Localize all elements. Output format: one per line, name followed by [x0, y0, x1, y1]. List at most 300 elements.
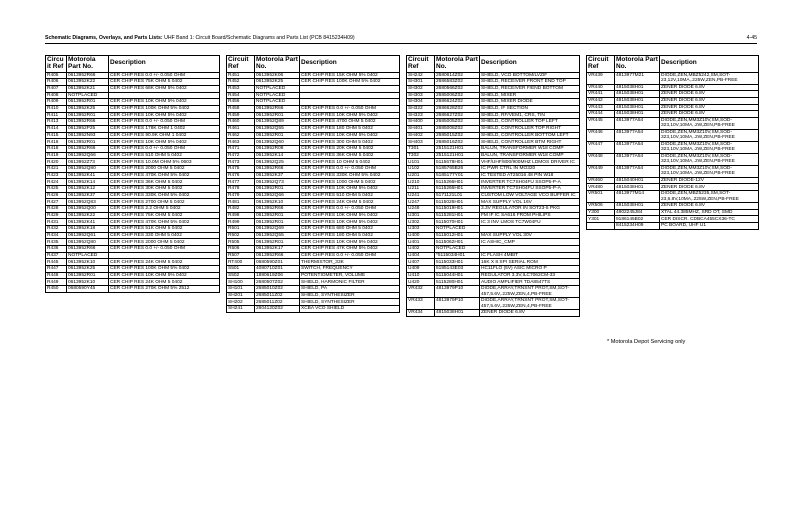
table-row	[46, 226, 220, 233]
description: CER CHIP RES 330 OHM 5 0402	[109, 232, 220, 239]
part-number: 2604120Z02	[255, 306, 300, 313]
circuit-ref: U401	[407, 239, 435, 246]
circuit-ref: SH401	[407, 125, 435, 132]
col-header-circuit-ref: Circuit Ref	[46, 56, 67, 73]
table-row	[587, 177, 759, 184]
circuit-ref: SH241	[227, 306, 255, 313]
part-number: 5115044H01	[435, 272, 480, 279]
part-number: 0613952Q55	[255, 125, 300, 132]
table-row	[587, 97, 759, 104]
header-title-bold: Schematic Diagrams, Overlays, and Parts Lists:	[45, 35, 163, 41]
description: CER CHIP RES 10K OHM 5% 0402	[300, 219, 400, 226]
circuit-ref: R418	[46, 145, 67, 152]
part-number: 2685011Z02	[255, 299, 300, 306]
description: SHIELD, CONTROLLER TOP LEFT	[480, 119, 580, 126]
part-number: 0613952K14	[67, 179, 109, 186]
table-row	[46, 259, 220, 266]
description: ZENER DIODE 6.8V	[660, 111, 759, 118]
description: CER CHIP RES 90.9K OHM 1 0402	[109, 132, 220, 139]
table-row	[227, 292, 400, 299]
description: 3.3V REGULATOR IN SOT23-5 PKG	[480, 206, 580, 213]
description: ZENER DIODE 6.8V	[660, 184, 759, 191]
table-row	[46, 72, 220, 79]
description: CER CHIP RES 0.0 +/- 0.050 OHM	[109, 246, 220, 253]
part-number: 0613952R01	[67, 112, 109, 119]
part-number: 2685008Z02	[435, 125, 480, 132]
circuit-ref: R463	[227, 139, 255, 146]
circuit-ref: R473	[227, 159, 255, 166]
circuit-ref: R407	[46, 85, 67, 92]
circuit-ref: T302	[407, 152, 435, 159]
part-number: 0613952R66	[255, 252, 300, 259]
part-number: 5115266H01	[435, 179, 480, 186]
circuit-ref: U410	[407, 272, 435, 279]
parts-table-1	[45, 55, 220, 293]
part-number: 0680590Y45	[67, 286, 109, 293]
table-row	[227, 145, 400, 152]
circuit-ref: VR480	[587, 184, 615, 191]
part-number: 0613952K10	[67, 259, 109, 266]
circuit-ref: R427	[46, 199, 67, 206]
table-row	[407, 259, 580, 266]
part-number: 0613952Q61	[67, 232, 109, 239]
depot-note: * Motorola Depot Servicing only	[607, 339, 686, 345]
description: DIODE,ZEN,MBZ5242,SM,SOT-23,12V,10MA,.225W,ZEN,PB-FREE	[660, 72, 759, 84]
circuit-ref: R424	[46, 179, 67, 186]
table-row	[407, 272, 580, 279]
description: SHIELD, RECEIVER FRONT END TOP	[480, 79, 580, 86]
circuit-ref: R478	[227, 186, 255, 193]
description: IC FLASH 4MBIT	[480, 252, 580, 259]
part-number: 2686627Z02	[435, 112, 480, 119]
description: SHIELD, CONTROLLER BTM RIGHT	[480, 139, 580, 146]
description: CER CHIP RES 470K OHM 5% 0402	[109, 172, 220, 179]
description: BALUN, TRANSFORMER W18 COMP	[480, 152, 580, 159]
circuit-ref: VR460	[587, 177, 615, 184]
circuit-ref: R445	[46, 259, 67, 266]
part-number: 4080710Z01	[255, 266, 300, 273]
circuit-ref: R506	[227, 246, 255, 253]
description: SHIELD, RECEIVER F/END BOTTOM	[480, 85, 580, 92]
part-number: 0613952K41	[67, 219, 109, 226]
description: THERMISTOR_33K	[300, 259, 400, 266]
part-number: 0613952R01	[255, 239, 300, 246]
description: SHIELD, RF/VEM1, CRS, TIN	[480, 112, 580, 119]
circuit-ref: R426	[46, 192, 67, 199]
circuit-ref: R505	[227, 239, 255, 246]
description: CER CHIP RES 0.0 +/- 0.050 OHM	[300, 105, 400, 112]
description: CER CHIP RES 51K OHM 5 0402	[109, 226, 220, 233]
description: CER CHIP RES 36K OHM 5 0402	[109, 179, 220, 186]
part-number: 0613952R01	[255, 219, 300, 226]
table-row	[46, 119, 220, 126]
circuit-ref: RT400	[227, 259, 255, 266]
circuit-ref: R423	[46, 172, 67, 179]
part-number: 0613952Z73	[67, 159, 109, 166]
col-header-description: Description	[109, 56, 220, 73]
description: DIODE,ZEN,MBZ5235,SM,SOT-23,6.8V,10MA,.225W,ZEN,PB-FREE	[660, 191, 759, 203]
table-row	[46, 166, 220, 173]
table-row	[407, 99, 580, 106]
circuit-ref: R477	[227, 179, 255, 186]
table-row	[46, 286, 220, 293]
circuit-ref: R460	[227, 119, 255, 126]
table-row	[227, 179, 400, 186]
part-number: 0613952R01	[255, 186, 300, 193]
table-row	[46, 186, 220, 193]
part-number: NOTPLACED	[67, 92, 109, 99]
table-row	[407, 206, 580, 213]
description: ZENER DIODE 6.8V	[660, 84, 759, 91]
part-number: 0613952K25	[67, 105, 109, 112]
table-row	[587, 91, 759, 98]
part-number: 0613952Q80	[67, 239, 109, 246]
circuit-ref: R408	[46, 92, 67, 99]
circuit-ref: SH100	[227, 279, 255, 286]
part-number: 0613952R66	[67, 119, 109, 126]
part-number: 0613952Q89	[255, 119, 300, 126]
part-number: 0613952Q25	[255, 159, 300, 166]
table-row	[227, 166, 400, 173]
description: CER CHIP RES 10K OHM 5% 0402	[300, 112, 400, 119]
part-number: NOTPLACED	[255, 99, 300, 106]
description: SHIELD, MIXER DIODE	[480, 99, 580, 106]
description: CER CHIP RES 10K OHM 5% 0402	[300, 239, 400, 246]
part-number: 8415234H09	[615, 223, 660, 230]
circuit-ref: R471	[227, 145, 255, 152]
table-row	[227, 92, 400, 99]
part-number: *5115034H01	[435, 252, 480, 259]
table-row	[227, 186, 400, 193]
circuit-ref: T301	[407, 145, 435, 152]
circuit-ref: R405	[46, 72, 67, 79]
part-number: 5115070H01	[435, 219, 480, 226]
description: SHIELD, CONTROLLER TOP RIGHT	[480, 125, 580, 132]
table-row	[46, 199, 220, 206]
circuit-ref: R421	[46, 166, 67, 173]
description: CER CHIP RES 75K OHM 5 0402	[109, 79, 220, 86]
table-row	[407, 298, 580, 310]
description: CER CHIP RES 20K OHM 5 0402	[300, 145, 400, 152]
table-row	[407, 119, 580, 126]
table-row	[407, 279, 580, 286]
table-row	[227, 206, 400, 213]
table-row	[227, 125, 400, 132]
table-row	[407, 239, 580, 246]
table-row	[46, 145, 220, 152]
part-number: 4813977A54	[615, 117, 660, 129]
description: CER CHIP RES 510 OHM 5 0402	[300, 192, 400, 199]
circuit-ref: U210	[407, 179, 435, 186]
circuit-ref: VR443	[587, 104, 615, 111]
part-number: 0613952Q55	[255, 232, 300, 239]
part-number: 5115281H01	[435, 212, 480, 219]
circuit-ref: U102	[407, 166, 435, 173]
circuit-ref: SH301	[407, 79, 435, 86]
part-number: 0613952K22	[67, 212, 109, 219]
circuit-ref: U302	[407, 219, 435, 226]
part-number: NOTPLACED	[435, 246, 480, 253]
table-row	[227, 279, 400, 286]
description: SHIELD, SYNTHESIZER	[300, 292, 400, 299]
part-number: 2686583Z02	[435, 79, 480, 86]
part-number: 0613952K21	[67, 85, 109, 92]
circuit-ref: R472	[227, 152, 255, 159]
table-row	[227, 219, 400, 226]
description: CER CHIP RES 0.0 +/- 0.050 OHM	[109, 72, 220, 79]
circuit-ref: SH323	[407, 112, 435, 119]
part-number: 0613952K37	[255, 172, 300, 179]
col-header-circuit-ref: Circuit Ref	[587, 56, 615, 73]
circuit-ref: R459	[227, 112, 255, 119]
description: CER CHIP RES 330K OHM 5% 0402	[300, 172, 400, 179]
table-row	[407, 252, 580, 259]
description: ZENER DIODE-12V	[660, 177, 759, 184]
circuit-ref: SH201	[227, 292, 255, 299]
circuit-ref: U409	[407, 266, 435, 273]
circuit-ref: SH402	[407, 132, 435, 139]
part-number: 0613952R66	[67, 72, 109, 79]
part-number: 2515121H01	[435, 145, 480, 152]
col-header-description: Description	[300, 56, 400, 73]
table-row	[227, 132, 400, 139]
part-number: 5185177Y01	[435, 172, 480, 179]
description: CER CHIP RES 100K OHM 5% 0402	[300, 79, 400, 86]
circuit-ref: SH400	[407, 119, 435, 126]
description: SHIELD, MIXER	[480, 92, 580, 99]
circuit-ref: VR446	[587, 129, 615, 141]
description: SHIELD, SYNTHESIZER	[300, 299, 400, 306]
part-number: 0613952K37	[67, 192, 109, 199]
col-header-description: Description	[660, 56, 759, 73]
description: IC PWR CTRL IN MO320	[480, 166, 580, 173]
description: VHF/UHF/800/900MHZ LDMOS DRIVER IC	[480, 159, 580, 166]
part-number: 4802245J84	[615, 209, 660, 216]
part-number: 9186145B02	[615, 216, 660, 223]
description: CER CHIP RES 10 OHM 5 0402	[300, 159, 400, 166]
table-row	[227, 79, 400, 86]
description: CER CHIP RES 180 OHM 5 0402	[300, 125, 400, 132]
table-row	[407, 172, 580, 179]
part-number: 0613952Q60	[255, 139, 300, 146]
description: CER CHIP RES 0.0 +/- 0.050 OHM	[109, 119, 220, 126]
part-number: 0613952Q66	[67, 152, 109, 159]
circuit-ref: R502	[227, 232, 255, 239]
circuit-ref: R436	[46, 246, 67, 253]
part-number: 4815040H01	[615, 177, 660, 184]
circuit-ref: R475	[227, 166, 255, 173]
table-row	[407, 79, 580, 86]
table-row	[46, 206, 220, 213]
circuit-ref: U400	[407, 232, 435, 239]
description: IC ASHIC_CMP	[480, 239, 580, 246]
part-number: 5115062H01	[435, 239, 480, 246]
description: CER CHIP RES 0.0 +/- 0.050 OHM	[300, 206, 400, 213]
description: CER CHIP RES 68K OHM 5% 0402	[109, 85, 220, 92]
description: CER DISCR. CDBCA455CX36-TC	[660, 216, 759, 223]
table-row	[46, 179, 220, 186]
part-number: NOTPLACED	[435, 226, 480, 233]
circuit-ref: U402	[407, 246, 435, 253]
part-number: NOTPLACED	[255, 85, 300, 92]
table-row	[227, 119, 400, 126]
part-number: 5115266H01	[435, 186, 480, 193]
table-row	[407, 186, 580, 193]
circuit-ref: U248	[407, 206, 435, 213]
table-row	[227, 72, 400, 79]
description: SHIELD, HARMONIC FILTER	[300, 279, 400, 286]
table-row	[46, 105, 220, 112]
table-row	[227, 139, 400, 146]
table-row	[587, 191, 759, 203]
circuit-ref: R498	[227, 212, 255, 219]
circuit-ref: R499	[227, 219, 255, 226]
circuit-ref: R416	[46, 139, 67, 146]
part-number: 5185765B26	[435, 166, 480, 173]
description: CER CHIP RES 24K OHM 5 0402	[109, 259, 220, 266]
description: CER CHIP RES 330K OHM 5% 0402	[109, 192, 220, 199]
description	[300, 99, 400, 106]
table-row	[46, 172, 220, 179]
part-number: 0613952K25	[255, 79, 300, 86]
table-row	[227, 85, 400, 92]
part-number: 4813977A54	[615, 153, 660, 165]
description: CER CHIP RES 0.0 +/- 0.050 OHM	[300, 166, 400, 173]
circuit-ref: R428	[46, 206, 67, 213]
part-number: 4815038H01	[615, 111, 660, 118]
circuit-ref: VR439	[587, 72, 615, 84]
table-row	[407, 226, 580, 233]
description: CER CHIP RES 10K OHM 5% 0402	[109, 272, 220, 279]
description: CER CHIP RES 0.0 +/- 0.050 OHM	[300, 252, 400, 259]
table-row	[407, 266, 580, 273]
part-number: 0613952K41	[67, 172, 109, 179]
table-row	[407, 286, 580, 298]
header-title-rest: UHF Band 1: Circuit Board/Schematic Diagrams and Parts List (PCB 8415234H09)	[162, 35, 355, 41]
circuit-ref: VR444	[587, 111, 615, 118]
circuit-ref: R425	[46, 186, 67, 193]
description: ZENER DIODE 6.8V	[660, 97, 759, 104]
table-row	[227, 212, 400, 219]
part-number: 4815038H01	[615, 84, 660, 91]
description: CER CHIP RES 75K OHM 5 0402	[109, 212, 220, 219]
part-number: NOTPLACED	[67, 252, 109, 259]
circuit-ref: R409	[46, 99, 67, 106]
circuit-ref: R431	[46, 219, 67, 226]
description: DIODE,ARRAY,TRNSNT PROT,SM,SOT-457,5.6V,.225W,ZEN,4,PB-FREE	[480, 286, 580, 298]
circuit-ref: R432	[46, 226, 67, 233]
table-row	[587, 117, 759, 129]
circuit-ref: VR441	[587, 91, 615, 98]
description: ZENER DIODE 6.8V	[480, 310, 580, 317]
part-number: 0613952K14	[255, 152, 300, 159]
table-row	[587, 203, 759, 210]
circuit-ref: VR447	[587, 141, 615, 153]
table-row	[407, 145, 580, 152]
circuit-ref: VR445	[587, 117, 615, 129]
part-number: 4813977A54	[615, 141, 660, 153]
circuit-ref: U201	[407, 172, 435, 179]
description: BALUN, TRANSFORMER W18 COMP	[480, 145, 580, 152]
table-row	[227, 239, 400, 246]
part-number: 2680566Z02	[435, 85, 480, 92]
table-row	[46, 132, 220, 139]
table-row	[587, 104, 759, 111]
table-row	[46, 92, 220, 99]
description: CER CHIP RES 10K OHM 5% 0402	[300, 186, 400, 193]
description: INVERTER TC7SH04FU SSOP5-P-A	[480, 186, 580, 193]
description: CER CHIP RES 100K OHM 5% 0402	[109, 266, 220, 273]
table-row	[227, 112, 400, 119]
part-number: 0613952Q69	[255, 226, 300, 233]
table-row	[407, 246, 580, 253]
circuit-ref: U303	[407, 226, 435, 233]
circuit-ref: R429	[46, 212, 67, 219]
description: IC TESTED AT25016 48 PIN W18	[480, 172, 580, 179]
description: FM IF IC SA616 FROM PHILIPS	[480, 212, 580, 219]
table-row	[227, 266, 400, 273]
part-number: 0613952R66	[255, 166, 300, 173]
circuit-ref: U407	[407, 259, 435, 266]
description	[300, 85, 400, 92]
description	[109, 92, 220, 99]
table-row	[407, 152, 580, 159]
circuit-ref: VR432	[407, 286, 435, 298]
circuit-ref: SH403	[407, 139, 435, 146]
part-number: 0613952R01	[67, 99, 109, 106]
part-number: 5115678H01	[435, 159, 480, 166]
description: CER CHIP RES 10K OHM 5% 0402	[300, 132, 400, 139]
circuit-ref: VR442	[587, 97, 615, 104]
part-number: 4815038H01	[435, 310, 480, 317]
part-number: 4813977M14	[615, 191, 660, 203]
table-row	[227, 99, 400, 106]
part-number: 0613952R66	[67, 246, 109, 253]
circuit-ref: VR433	[407, 298, 435, 310]
part-number: 4813979P10	[435, 298, 480, 310]
table-row	[46, 152, 220, 159]
part-number: 2686624Z02	[435, 99, 480, 106]
circuit-ref: SH303	[407, 92, 435, 99]
part-number: 4815038H01	[615, 203, 660, 210]
part-number: 0613952R01	[67, 139, 109, 146]
table-row	[46, 252, 220, 259]
part-number: 1880619Z06	[255, 272, 300, 279]
table-row	[46, 232, 220, 239]
circuit-ref: R411	[46, 112, 67, 119]
description: HC11FLO (5V) ASIC MICRO P	[480, 266, 580, 273]
table-row	[587, 141, 759, 153]
table-row	[407, 166, 580, 173]
table-row	[46, 79, 220, 86]
parts-table-2	[226, 55, 400, 313]
part-number: 0613952R01	[255, 212, 300, 219]
circuit-ref: R419	[46, 152, 67, 159]
table-row	[587, 153, 759, 165]
circuit-ref: R437	[46, 252, 67, 259]
circuit-ref: R482	[227, 206, 255, 213]
part-number: 0613952R01	[255, 112, 300, 119]
part-number: 0613952R01	[67, 272, 109, 279]
description: CER CHIP RES 2000 OHM 5 0402	[109, 166, 220, 173]
table-row	[407, 105, 580, 112]
col-header-part-no: Motorola Part No.	[67, 56, 109, 73]
table-row	[407, 219, 580, 226]
table-row	[227, 232, 400, 239]
table-row	[227, 299, 400, 306]
description: CER CHIP RES 270K OHM 5% 2512	[109, 286, 220, 293]
circuit-ref: R447	[46, 266, 67, 273]
